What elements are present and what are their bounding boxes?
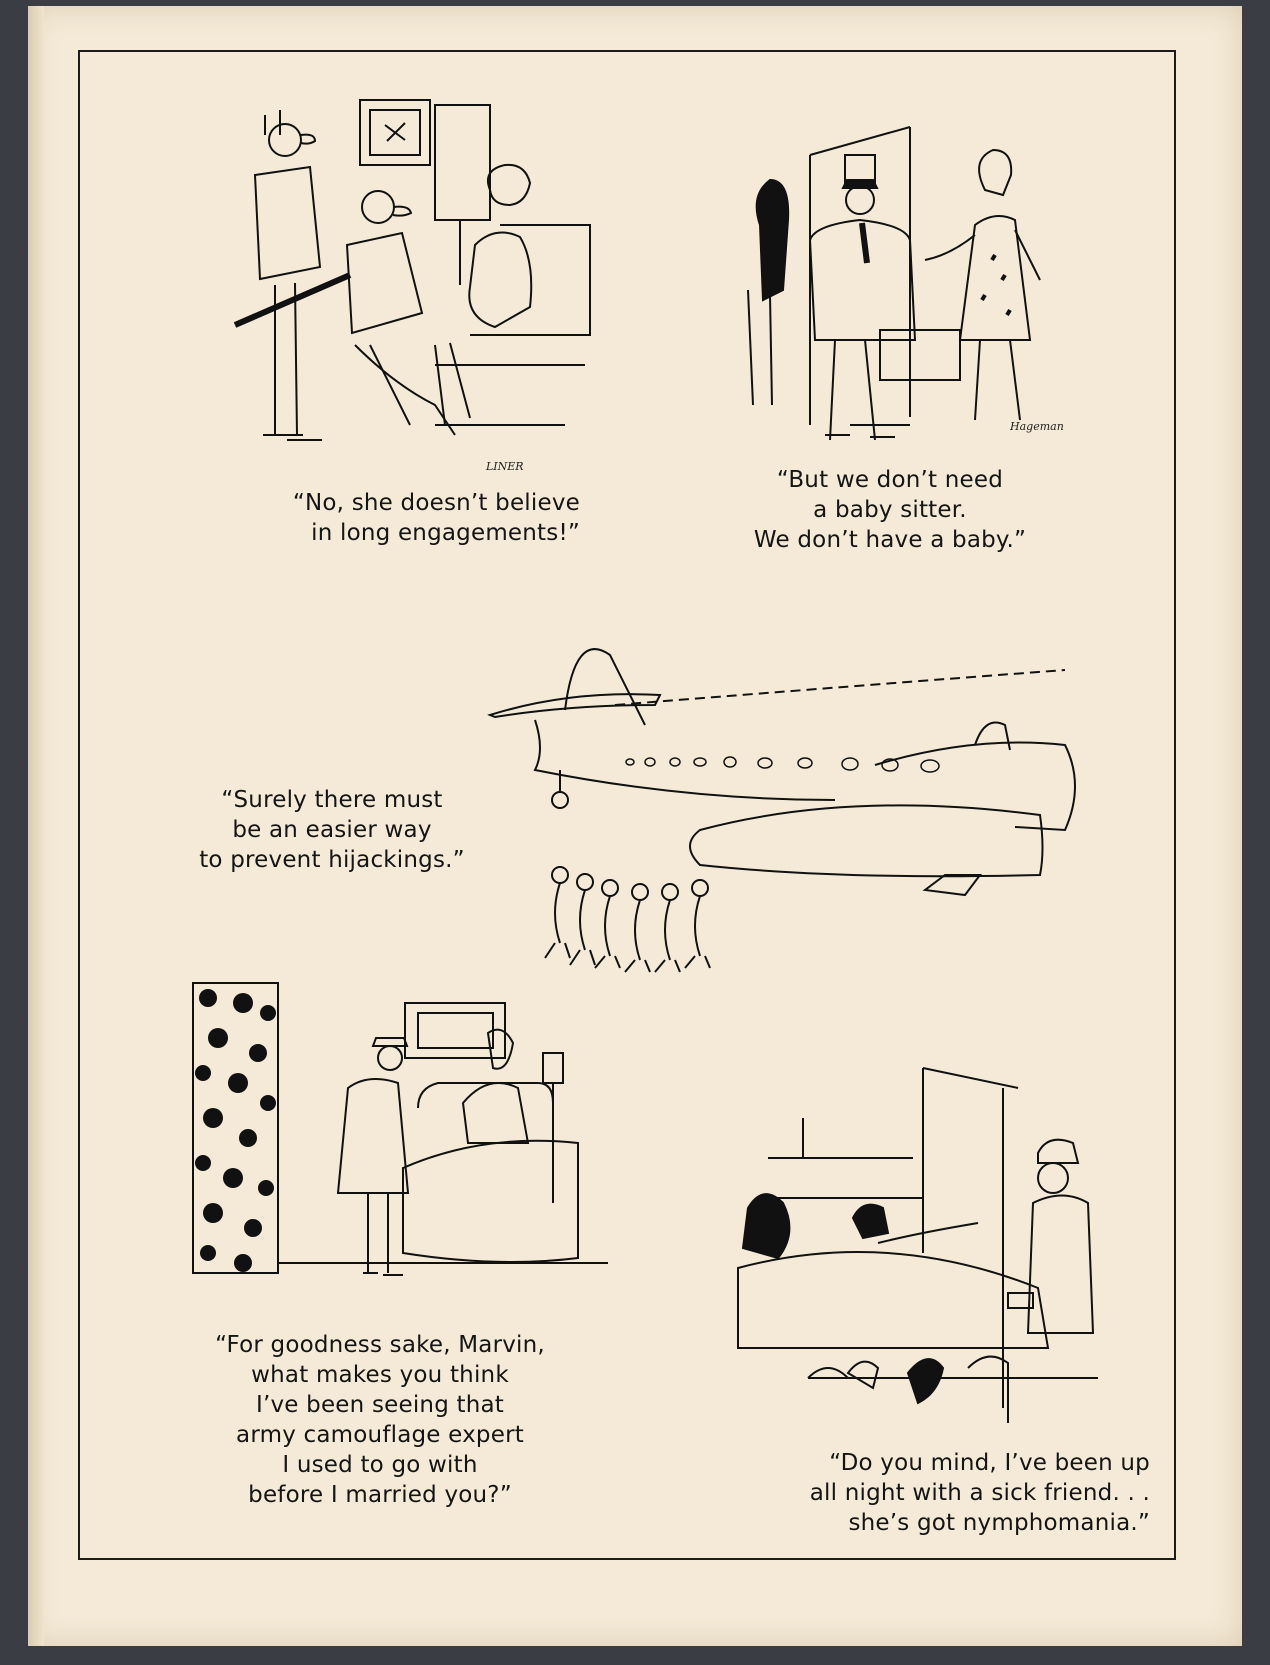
cartoon-camouflage-illustration [168,978,608,1298]
caption-line: all night with a sick friend. . . [809,1480,1150,1506]
cartoon-signature: Hageman [1010,420,1064,433]
caption-line: she’s got nymphomania.” [848,1510,1150,1536]
caption-line: “But we don’t need [776,467,1004,493]
caption-line: I used to go with [282,1452,478,1478]
caption-line: a baby sitter. [813,497,967,523]
cartoon-caption [172,785,492,875]
page-edge [28,6,44,1646]
cartoon-caption [720,465,1060,555]
cartoon-babysitter-illustration [740,125,1070,445]
caption-line: in long engagements!” [311,520,580,546]
caption-line: “No, she doesn’t believe [292,490,580,516]
cartoon-caption [720,1448,1150,1538]
caption-line: before I married you?” [248,1482,512,1508]
caption-line: what makes you think [251,1362,509,1388]
caption-line: army camouflage expert [236,1422,524,1448]
caption-line: I’ve been seeing that [255,1392,505,1418]
cartoon-signature: LINER [486,460,524,473]
caption-line: be an easier way [232,817,432,843]
caption-line: We don’t have a baby.” [753,527,1027,553]
caption-line: “Do you mind, I’ve been up [829,1450,1150,1476]
cartoon-caption [170,1330,590,1510]
caption-line: to prevent hijackings.” [199,847,465,873]
caption-line: “Surely there must [221,787,443,813]
cartoon-engagement-illustration [235,95,595,465]
cartoon-nurse-illustration [708,1068,1118,1438]
cartoon-airplane-illustration [485,630,1095,990]
caption-line: “For goodness sake, Marvin, [215,1332,545,1358]
cartoon-caption [205,488,580,548]
